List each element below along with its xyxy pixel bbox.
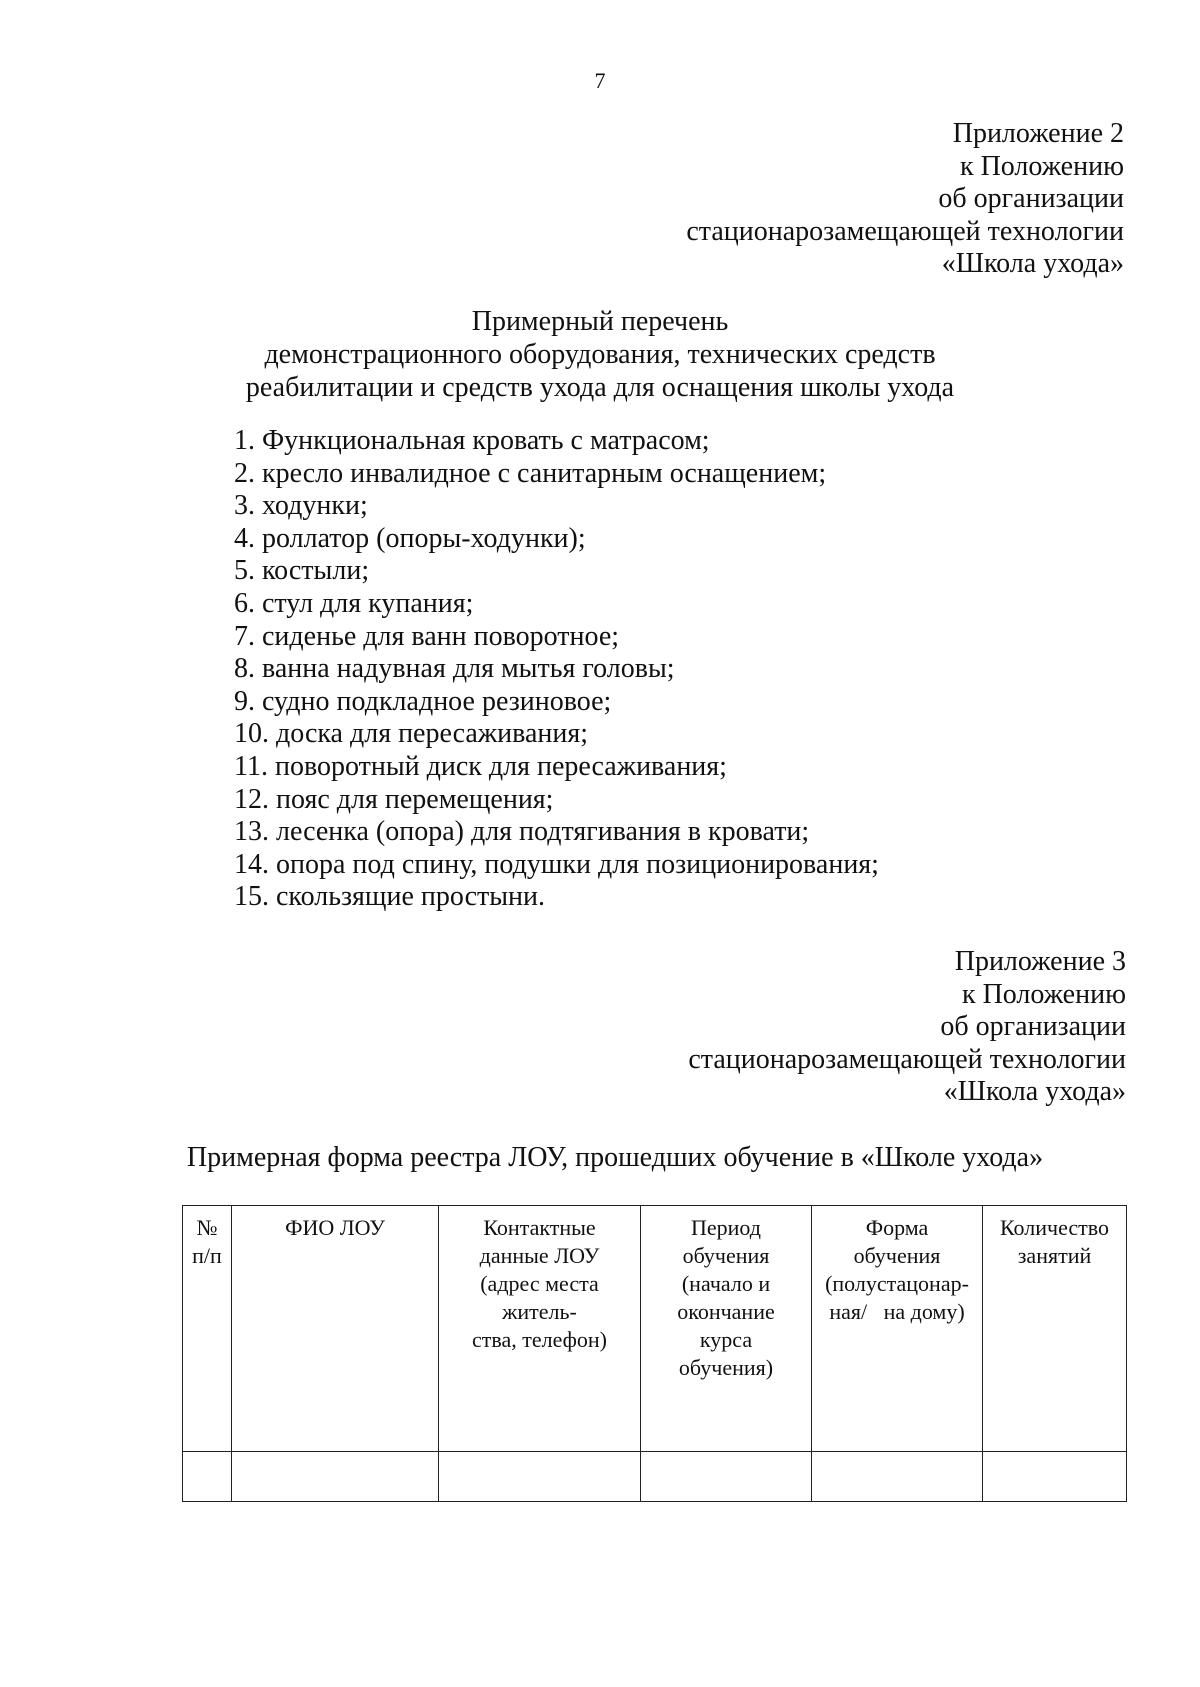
list-item: 3. ходунки;	[234, 490, 368, 522]
annex-2-line: стационарозамещающей технологии	[686, 215, 1124, 247]
header-line: (полустацонар-	[825, 1271, 969, 1296]
header-line: Количество	[999, 1215, 1110, 1240]
list-item: 14. опора под спину, подушки для позиционирования;	[234, 848, 879, 880]
header-line: ства, телефон)	[472, 1327, 607, 1352]
header-line: Контактные	[483, 1215, 596, 1240]
header-line: ФИО ЛОУ	[285, 1215, 385, 1240]
annex-3-line: об организации	[940, 1011, 1126, 1042]
header-cell-count	[983, 1206, 1127, 1452]
list-item: 12. пояс для перемещения;	[234, 783, 554, 815]
annex-3-heading	[688, 946, 1126, 1109]
table-cell	[183, 1452, 232, 1502]
header-line: (адрес места	[480, 1271, 599, 1296]
list-item: 6. стул для купания;	[234, 587, 474, 619]
header-line: курса	[699, 1327, 753, 1352]
header-line: данные ЛОУ	[479, 1243, 600, 1268]
header-cell-number	[183, 1206, 232, 1452]
list-item: 15. скользящие простыни.	[234, 881, 546, 913]
registry-title: Примерная форма реестра ЛОУ, прошедших обучение в «Школе ухода»	[186, 1142, 1044, 1173]
header-line: обучения	[853, 1243, 941, 1268]
header-line: обучения	[682, 1243, 770, 1268]
table-cell	[812, 1452, 983, 1502]
table-cell	[983, 1452, 1127, 1502]
annex-2-line: «Школа ухода»	[941, 248, 1124, 279]
annex-2-line: к Положению	[959, 150, 1124, 182]
table-row	[183, 1452, 1127, 1502]
header-line: (начало и	[681, 1271, 771, 1296]
title-line: демонстрационного оборудования, технических средств	[264, 339, 936, 370]
header-line: житель-	[502, 1299, 577, 1324]
list-item: 4. роллатор (опоры-ходунки);	[234, 522, 586, 554]
page-number: 7	[594, 68, 606, 93]
list-item: 13. лесенка (опора) для подтягивания в кровати;	[234, 816, 810, 848]
list-item: 7. сиденье для ванн поворотное;	[234, 620, 620, 652]
header-line: обучения)	[678, 1355, 774, 1380]
list-item: 11. поворотный диск для пересаживания;	[234, 750, 727, 782]
header-cell-form	[812, 1206, 983, 1452]
list-item: 1. Функциональная кровать с матрасом;	[234, 425, 710, 456]
list-item: 9. судно подкладное резиновое;	[234, 685, 612, 717]
header-cell-contacts	[439, 1206, 641, 1452]
annex-2-line: Приложение 2	[952, 118, 1124, 149]
header-line: занятий	[1017, 1243, 1092, 1268]
table-header-row	[183, 1206, 1127, 1452]
header-cell-period	[641, 1206, 812, 1452]
list-item: 10. доска для пересаживания;	[234, 718, 589, 750]
equipment-list-title	[0, 305, 1200, 404]
header-line: ная/ на дому)	[829, 1299, 965, 1324]
table-cell	[641, 1452, 812, 1502]
registry-table	[182, 1205, 1127, 1502]
table-cell	[232, 1452, 439, 1502]
annex-3-line: к Положению	[961, 978, 1126, 1010]
header-cell-fio	[232, 1206, 439, 1452]
annex-3-line: стационарозамещающей технологии	[688, 1043, 1126, 1075]
annex-2-heading	[686, 118, 1124, 281]
title-line: Примерный перечень	[471, 306, 729, 337]
table-cell	[439, 1452, 641, 1502]
header-line: окончание	[677, 1299, 775, 1324]
list-item: 5. костыли;	[234, 555, 370, 587]
header-line: Форма	[865, 1215, 929, 1240]
annex-2-line: об организации	[938, 183, 1124, 214]
header-line: Период	[691, 1215, 761, 1240]
list-item: 8. ванна надувная для мытья головы;	[234, 653, 675, 685]
list-item: 2. кресло инвалидное с санитарным оснащением;	[234, 457, 827, 489]
header-line: п/п	[192, 1243, 222, 1268]
equipment-list	[234, 425, 879, 914]
header-line: №	[196, 1215, 218, 1240]
annex-3-line: «Школа ухода»	[943, 1076, 1126, 1107]
annex-3-line: Приложение 3	[954, 946, 1126, 977]
title-line: реабилитации и средств ухода для оснащения школы ухода	[245, 372, 955, 403]
